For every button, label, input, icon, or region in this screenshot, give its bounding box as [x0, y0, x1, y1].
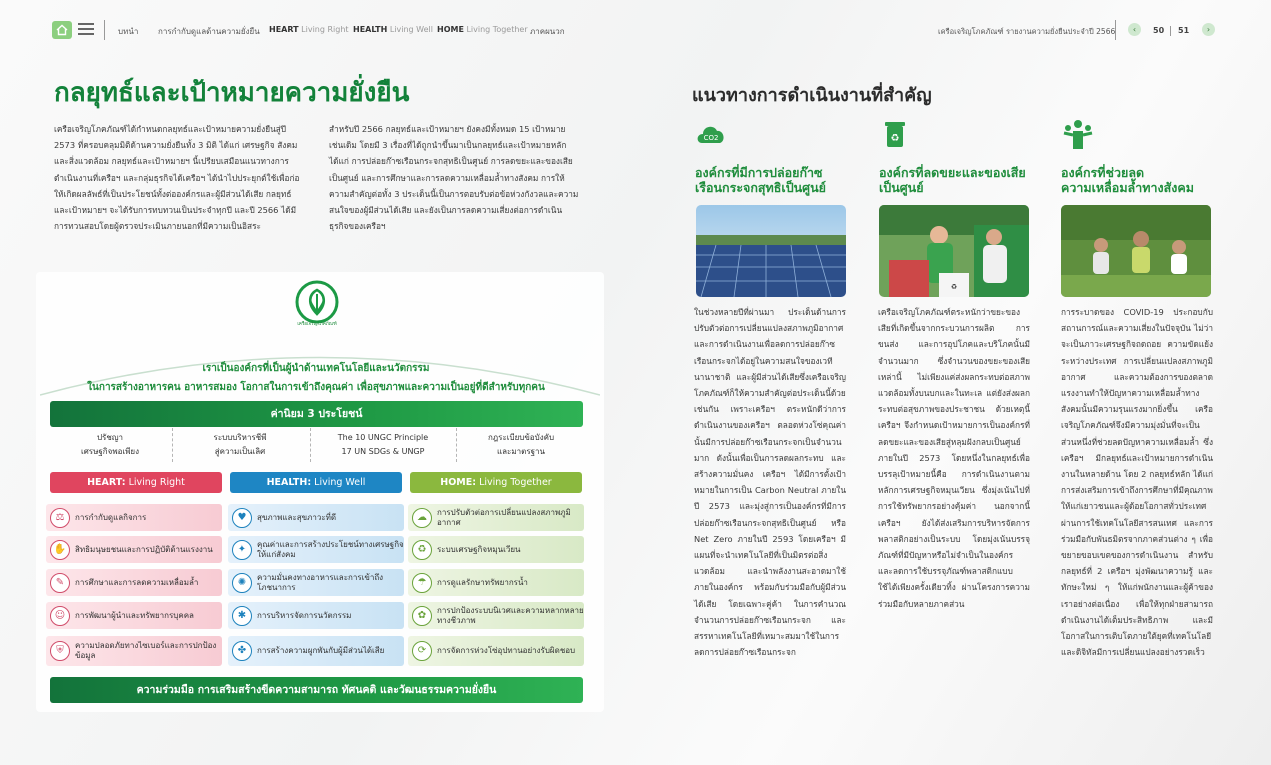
divider	[310, 428, 311, 462]
recycle-bin-icon	[878, 117, 912, 151]
home-pillar-header: HOME: Living Together	[410, 472, 582, 493]
water-icon: ☂	[412, 573, 432, 593]
solar-panels-photo	[696, 205, 846, 297]
value-creation-icon: ✦	[232, 540, 252, 560]
divider	[172, 428, 173, 462]
heart-item-cyber: ⛨ ความปลอดภัยทางไซเบอร์และการปกป้องข้อมูล	[46, 636, 222, 666]
prev-page-button[interactable]	[1128, 23, 1141, 36]
vision-line-2: ในการสร้างอาหารคน อาหารสมอง โอกาสในการเข้าถึงคุณค่า เพื่อสุขภาพและความเป็นอยู่ที่ดีสำหรับทุกคน	[87, 382, 545, 393]
nav-item-governance[interactable]: การกำกับดูแลด้านความยั่งยืน	[158, 27, 260, 36]
pillar-title-net-zero: องค์กรที่มีการปล่อยก๊าซ เรือนกระจกสุทธิเป็นศูนย์	[695, 165, 826, 195]
biodiversity-icon: ✿	[412, 606, 432, 626]
value-item: กฎระเบียบข้อบังคับ และมาตรฐาน	[487, 433, 555, 456]
people-icon: ☺	[50, 606, 70, 626]
health-item-stakeholder: ✤ การสร้างความผูกพันกับผู้มีส่วนได้เสีย	[228, 636, 404, 666]
net-zero-text: ในช่วงหลายปีที่ผ่านมา ประเด็นด้านการปรับตัวต่อการเปลี่ยนแปลงสภาพภูมิอากาศ และการดำเนินงานเพื่อลดการปล่อยก๊าซเรือนกระจกได้อยู่ในความสนใจของเวทีนานาชาติ และผู้มีส่วนได้เสียซึ่งเครือเจริญโภคภัณฑ์ก็ให้ความสำคัญต่อประเด็นนี้ด้วยเช่นกัน เพราะเครือฯ ตระหนักดีว่าการดำเนินงานของเครือฯ ตลอดห่วงโซ่คุณค่านั้นมีการปล่อยก๊าซเรือนกระจกเป็นจำนวนมาก ดังนั้นเพื่อเป็นการลดผลกระทบ และสร้างความมั่นคง เครือฯ ได้มีการตั้งเป้าหมายในการเป็น Carbon Neutral ภายในปี 2573 และมุ่งสู่การเป็นองค์กรที่มีการปล่อยก๊าซเรือนกระจกสุทธิเป็นศูนย์ หรือ Net Zero ภายในปี 2593 โดยเครือฯ มีแผนที่จะนำเทคโนโลยีที่เป็นมิตรต่อสิ่งแวดล้อม และนำพลังงานสะอาดมาใช้ภายในองค์กร พร้อมกับร่วมมือกับผู้มีส่วนได้เสีย โดยเฉพาะคู่ค้า ในการคำนวณจำนวนการปล่อยก๊าซเรือนกระจก และสรรหาเทคโนโลยีที่เหมาะสมมาใช้ในการลดการปล่อยก๊าซเรือนกระจก	[694, 307, 846, 658]
divider	[456, 428, 457, 462]
intro-paragraph: เครือเจริญโภคภัณฑ์ได้กำหนดกลยุทธ์และเป้าหมายความยั่งยืนสู่ปี 2573 ที่ครอบคลุมมิติด้านความยั่งยืนทั้ง 3 มิติ ได้แก่ เศรษฐกิจ สังคม และสิ่งแวดล้อม กลยุทธ์และเป้าหมายฯ นี้เปรียบเสมือนแนวทางการดำเนินงานที่เครือฯ และกลุ่มธุรกิจได้เครือฯ ได้นำไปประยุกต์ใช้เพื่อก่อให้เกิดผลลัพธ์ที่เป็นประโยชน์ทั้งต่อองค์กรและผู้มีส่วนได้เสีย กลยุทธ์และเป้าหมายฯ จะได้รับการทบทวนเป็นประจำทุกปี และปี 2566 ได้มีการทวนสอบโดยผู้ตรวจประเมินภายนอกที่มีความเป็นอิสระ	[54, 124, 300, 232]
health-icon: ♥	[232, 508, 252, 528]
nav-item-heart[interactable]: HEART Living Right	[269, 25, 349, 34]
page-number-left: 50	[1153, 26, 1165, 35]
nav-item-health[interactable]: HEALTH Living Well	[353, 25, 433, 34]
innovation-icon: ✱	[232, 606, 252, 626]
divider	[104, 20, 105, 40]
footer-banner: ความร่วมมือ การเสริมสร้างขีดความสามารถ ทัศนคติ และวัฒนธรรมความยั่งยืน	[50, 677, 583, 703]
co2-cloud-icon	[694, 117, 728, 151]
health-item-food-security: ✺ ความมั่นคงทางอาหารและการเข้าถึงโภชนาการ	[228, 569, 404, 596]
cyber-security-icon: ⛨	[50, 641, 70, 661]
human-rights-icon: ✋	[50, 540, 70, 560]
next-page-button[interactable]	[1202, 23, 1215, 36]
page-number-right: 51	[1178, 26, 1190, 35]
heart-item-people: ☺ การพัฒนาผู้นำและทรัพยากรบุคคล	[46, 602, 222, 629]
governance-icon: ⚖	[50, 508, 70, 528]
climate-icon: ☁	[412, 508, 432, 528]
home-item-water: ☂ การดูแลรักษาทรัพยากรน้ำ	[408, 569, 584, 596]
svg-text:♻: ♻	[950, 283, 958, 291]
home-item-circular: ♻ ระบบเศรษฐกิจหมุนเวียน	[408, 536, 584, 563]
svg-text:♻: ♻	[890, 133, 900, 144]
page-divider	[1170, 26, 1171, 36]
heart-item-education: ✎ การศึกษาและการลดความเหลื่อมล้ำ	[46, 569, 222, 596]
health-pillar-header: HEALTH: Living Well	[230, 472, 402, 493]
top-navigation	[0, 0, 1271, 60]
supply-chain-icon: ⟳	[412, 641, 432, 661]
home-item-biodiversity: ✿ การปกป้องระบบนิเวศและความหลากหลายทางชีวภาพ	[408, 602, 584, 629]
chevron-left-icon: ‹	[1132, 24, 1137, 34]
chevron-right-icon: ›	[1206, 24, 1211, 34]
value-item: The 10 UNGC Principle 17 UN SDGs & UNGP	[337, 433, 429, 456]
food-security-icon: ✺	[232, 573, 252, 593]
home-button[interactable]	[52, 21, 72, 39]
divider	[1115, 20, 1116, 40]
nav-item-appendix[interactable]: ภาคผนวก	[530, 27, 565, 36]
values-banner: ค่านิยม 3 ประโยชน์	[50, 401, 583, 427]
menu-button[interactable]	[78, 23, 94, 35]
home-item-supply-chain: ⟳ การจัดการห่วงโซ่อุปทานอย่างรับผิดชอบ	[408, 636, 584, 666]
home-icon	[56, 24, 68, 36]
nav-item-home[interactable]: HOME Living Together	[437, 25, 528, 34]
heart-item-human-rights: ✋ สิทธิมนุษยชนและการปฏิบัติด้านแรงงาน	[46, 536, 222, 563]
heart-pillar-header: HEART: Living Right	[50, 472, 222, 493]
logo-caption: เครือเจริญโภคภัณฑ์	[297, 322, 337, 327]
value-item: ปรัชญา เศรษฐกิจพอเพียง	[80, 433, 139, 456]
recycling-booth-photo	[879, 205, 1029, 297]
nav-item-intro[interactable]: บทนำ	[118, 27, 139, 36]
document-title: เครือเจริญโภคภัณฑ์ รายงานความยั่งยืนประจำปี 2566	[938, 27, 1116, 36]
health-item-value-creation: ✦ คุณค่าและการสร้างประโยชน์ทางเศรษฐกิจให้แก่สังคม	[228, 536, 404, 563]
page-title: กลยุทธ์และเป้าหมายความยั่งยืน	[54, 78, 410, 108]
circular-economy-icon: ♻	[412, 540, 432, 560]
cp-logo-icon	[295, 280, 339, 324]
strategy-paragraph: สำหรับปี 2566 กลยุทธ์และเป้าหมายฯ ยังคงมีทั้งหมด 15 เป้าหมาย เช่นเดิม โดยมี 3 เรื่องที่ได้ถูกนำขึ้นมาเป็นกลยุทธ์และเป้าหมายหลัก ได้แก่ การปล่อยก๊าซเรือนกระจกสุทธิเป็นศูนย์ การลดขยะและของเสียเป็นศูนย์ และการศึกษาและการลดความเหลื่อมล้ำทางสังคม การให้ความสำคัญต่อทั้ง 3 ประเด็นนี้เป็นการตอบรับต่อข้อห่วงกังวลและความสนใจของผู้มีส่วนได้เสีย และยังเป็นการลดความเสี่ยงต่อการดำเนินธุรกิจของเครือฯ	[329, 124, 579, 232]
community-icon	[1061, 117, 1095, 151]
health-item-wellbeing: ♥ สุขภาพและสุขภาวะที่ดี	[228, 504, 404, 531]
handshake-icon: ✤	[232, 641, 252, 661]
zero-waste-text: เครือเจริญโภคภัณฑ์ตระหนักว่าขยะของเสียที่เกิดขึ้นจากกระบวนการผลิต การขนส่ง และการอุปโภคและบริโภคนั้นมีจำนวนมาก ซึ่งจำนวนของขยะของเสียเหล่านี้ ไม่เพียงแค่ส่งผลกระทบต่อสภาพแวดล้อมทั้งบนบกและในทะเล แต่ยังส่งผลกระทบต่อสุขภาพของประชาชน ด้วยเหตุนี้ เครือฯ จึงกำหนดเป้าหมายการเป็นองค์กรที่ลดขยะและของเสียสู่หลุมฝังกลบเป็นศูนย์ ภายในปี 2573 โดยหนึ่งในกลยุทธ์เพื่อบรรลุเป้าหมายนี้คือ การดำเนินงานตามหลักการเศรษฐกิจหมุนเวียน ซึ่งมุ่งเน้นไปที่การใช้ทรัพยากรอย่างคุ้มค่า นอกจากนี้เครือฯ ยังได้ส่งเสริมการบริหารจัดการพลาสติกอย่างเป็นระบบ โดยมุ่งเน้นบรรจุภัณฑ์ที่มีปัญหาหรือไม่จำเป็นในองค์กร และลดการใช้บรรจุภัณฑ์พลาสติกแบบใช้ได้เพียงครั้งเดียวทิ้ง ผ่านโครงการความร่วมมือกับหลายภาคส่วน	[878, 307, 1030, 609]
value-item: ระบบบริหารชีพี สู่ความเป็นเลิศ	[213, 433, 267, 456]
children-garden-photo	[1061, 205, 1211, 297]
health-item-innovation: ✱ การบริหารจัดการนวัตกรรม	[228, 602, 404, 629]
education-icon: ✎	[50, 573, 70, 593]
pillar-title-zero-waste: องค์กรที่ลดขยะและของเสีย เป็นศูนย์	[879, 165, 1026, 195]
pillar-title-inequality: องค์กรที่ช่วยลด ความเหลื่อมล้ำทางสังคม	[1061, 165, 1194, 195]
inequality-text: การระบาดของ COVID-19 ประกอบกับสถานการณ์และความเสี่ยงในปัจจุบัน ไม่ว่าจะเป็นภาวะเศรษฐกิจถดถอย ความขัดแย้งระหว่างประเทศ การเปลี่ยนแปลงสภาพภูมิอากาศ และความต้องการของตลาดแรงงานทำให้ปัญหาความเหลื่อมล้ำทางสังคมนั้นมีความรุนแรงมากยิ่งขึ้น เครือเจริญโภคภัณฑ์จึงมีความมุ่งมั่นที่จะเป็นส่วนหนึ่งที่ช่วยลดปัญหาความเหลื่อมล้ำ ซึ่งเครือฯ มีกลยุทธ์และเป้าหมายการดำเนินงานในหลายด้าน โดย 2 กลยุทธ์หลัก ได้แก่ การส่งเสริมการเข้าถึงการศึกษาที่มีคุณภาพให้แก่เยาวชนและผู้ด้อยโอกาสทั่วประเทศผ่านการใช้เทคโนโลยีสารสนเทศ และการร่วมมือกับพันธมิตรจากภาคส่วนต่าง ๆ เพื่อขยายขอบเขตของการดำเนินงาน สำหรับกลยุทธ์ที่ 2 เครือฯ มุ่งพัฒนาความรู้ และทักษะใหม่ ๆ ให้แก่พนักงานและผู้ค้าของเราอย่างต่อเนื่อง เพื่อให้ทุกฝ่ายสามารถดำเนินงานได้เต็มประสิทธิภาพ และมีโอกาสในการเติบโตภายใต้ยุคที่เทคโนโลยีและดิจิทัลมีการเปลี่ยนแปลงอย่างรวดเร็ว	[1061, 307, 1213, 658]
heart-item-governance: ⚖ การกำกับดูแลกิจการ	[46, 504, 222, 531]
svg-text:CO2: CO2	[703, 134, 719, 142]
menu-icon	[78, 23, 94, 25]
home-item-climate: ☁ การปรับตัวต่อการเปลี่ยนแปลงสภาพภูมิอากาศ	[408, 504, 584, 531]
vision-line-1: เราเป็นองค์กรที่เป็นผู้นำด้านเทคโนโลยีและนวัตกรรม	[202, 363, 430, 374]
section-title: แนวทางการดำเนินงานที่สำคัญ	[692, 85, 932, 106]
